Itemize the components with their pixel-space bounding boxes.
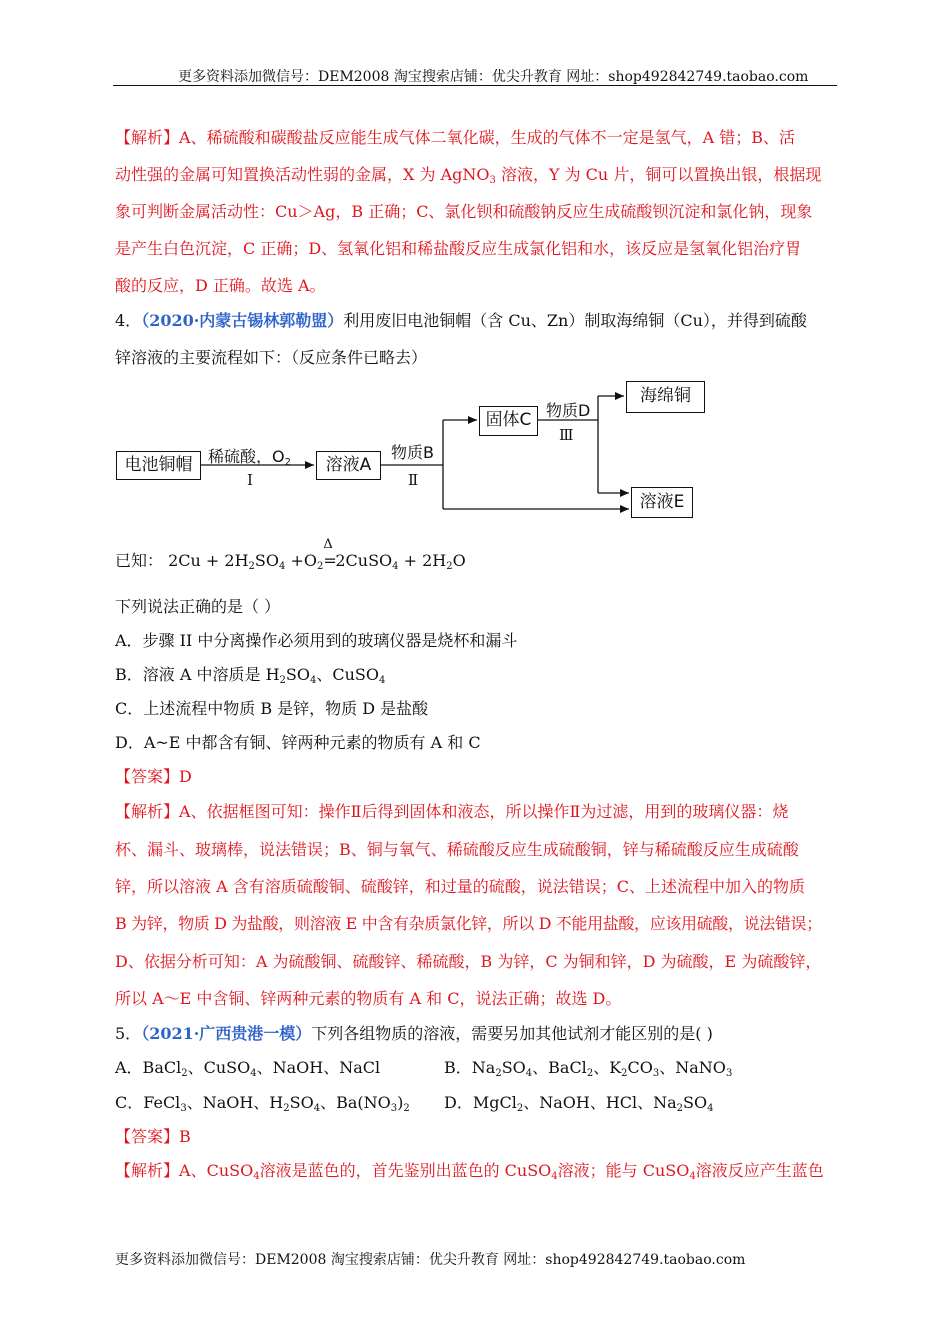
- page-header: 更多资料添加微信号：DEM2008 淘宝搜索店铺：优尖升教育 网址：shop492842749.taobao.com: [178, 69, 809, 85]
- q3-analysis-line-1: 【解析】A、稀硫酸和碳酸盐反应能生成气体二氧化碳，生成的气体不一定是氢气，A 错；B、活: [115, 128, 795, 147]
- q4-option-c: C．上述流程中物质 B 是锌，物质 D 是盐酸: [115, 699, 429, 718]
- q3-analysis-line-5: 酸的反应，D 正确。故选 A。: [115, 276, 326, 295]
- page-footer: 更多资料添加微信号：DEM2008 淘宝搜索店铺：优尖升教育 网址：shop492842749.taobao.com: [115, 1252, 746, 1268]
- q4-option-b: B．溶液 A 中溶质是 $H_2SO_4$、CuSO$_4$: [115, 665, 386, 686]
- q4-analysis-line-6: 所以 A～E 中含铜、锌两种元素的物质有 A 和 C，说法正确；故选 D。: [115, 989, 622, 1008]
- q4-known-equation: 已知： $2Cu + 2H_2SO_4 +O_2$ Δ =2CuSO$_4$ + $2H_2O$: [115, 550, 466, 572]
- q4-analysis-line-2: 杯、漏斗、玻璃棒，说法错误；B、铜与氧气、稀硫酸反应生成硫酸铜，锌与稀硫酸反应生成硫酸: [115, 840, 799, 859]
- flow-box-solution-a: 溶液A: [316, 451, 381, 480]
- flow-label-substance-b: 物质B: [391, 443, 434, 462]
- q4-stem-line-1: 4．（2020·内蒙古锡林郭勒盟）利用废旧电池铜帽（含 Cu、Zn）制取海绵铜（Cu），并得到硫酸: [115, 311, 807, 330]
- q3-analysis-line-2: 动性强的金属可知置换活动性弱的金属，X 为 AgNO$_3$ 溶液，Y 为 Cu 片，铜可以置换出银，根据现: [115, 165, 822, 186]
- q5-stem: 5．（2021·广西贵港一模）下列各组物质的溶液，需要另加其他试剂才能区别的是( ): [115, 1024, 713, 1043]
- heat-delta-symbol: Δ: [323, 537, 333, 552]
- q5-source: （2021·广西贵港一模）: [141, 1024, 312, 1043]
- flow-label-reagent-1: 稀硫酸，$O_2$: [208, 447, 291, 468]
- flow-step-1: Ⅰ: [247, 471, 253, 489]
- q5-option-c: C．FeCl$_3$、NaOH、$H_2SO_4$、$Ba(NO_3)_2$: [115, 1093, 410, 1114]
- q4-analysis-line-5: D、依据分析可知：A 为硫酸铜、硫酸锌、稀硫酸，B 为锌，C 为铜和锌，D 为硫酸，E 为硫酸锌，: [115, 952, 822, 971]
- q4-answer: 【答案】D: [115, 767, 192, 786]
- q4-option-d: D．A~E 中都含有铜、锌两种元素的物质有 A 和 C: [115, 733, 481, 752]
- flow-box-sponge-copper: 海绵铜: [626, 381, 705, 413]
- flow-box-solution-e: 溶液E: [631, 487, 693, 518]
- q3-analysis-line-3: 象可判断金属活动性：Cu＞Ag，B 正确；C、氯化钡和硫酸钠反应生成硫酸钡沉淀和氯化钠，现象: [115, 202, 813, 221]
- flow-box-battery-cap: 电池铜帽: [116, 451, 201, 480]
- q4-analysis-line-3: 锌，所以溶液 A 含有溶质硫酸铜、硫酸锌，和过量的硫酸，说法错误；C、上述流程中加入的物质: [115, 877, 805, 896]
- q3-analysis-line-4: 是产生白色沉淀，C 正确；D、氢氧化铝和稀盐酸反应生成氯化铝和水，该反应是氢氧化铝治疗胃: [115, 239, 802, 258]
- flow-label-substance-d: 物质D: [546, 401, 591, 420]
- q5-answer: 【答案】B: [115, 1127, 191, 1146]
- flow-step-3: Ⅲ: [559, 426, 574, 444]
- q4-stem-line-2: 锌溶液的主要流程如下：（反应条件已略去）: [115, 348, 428, 367]
- q5-option-a: A．BaCl$_2$、CuSO$_4$、NaOH、NaCl: [115, 1058, 381, 1079]
- q4-option-a: A．步骤 II 中分离操作必须用到的玻璃仪器是烧杯和漏斗: [115, 631, 518, 650]
- q5-option-b: B．$Na_2SO_4$、BaCl$_2$、$K_2CO_3$、NaNO$_3$: [444, 1058, 733, 1079]
- flow-step-2: Ⅱ: [408, 471, 419, 489]
- q4-analysis-line-4: B 为锌，物质 D 为盐酸，则溶液 E 中含有杂质氯化锌，所以 D 不能用盐酸，应该用硫酸，说法错误；: [115, 914, 822, 933]
- q4-source: （2020·内蒙古锡林郭勒盟）: [141, 311, 344, 330]
- q5-option-d: D．MgCl$_2$、NaOH、HCl、$Na_2SO_4$: [444, 1093, 714, 1114]
- flow-box-solid-c: 固体C: [479, 406, 538, 436]
- q4-question: 下列说法正确的是（ ）: [115, 597, 281, 616]
- q4-analysis-line-1: 【解析】A、依据框图可知：操作Ⅱ后得到固体和液态，所以操作Ⅱ为过滤，用到的玻璃仪器：烧: [115, 802, 789, 821]
- q5-analysis-line-1: 【解析】A、CuSO$_4$溶液是蓝色的，首先鉴别出蓝色的 CuSO$_4$溶液；能与 CuSO$_4$溶液反应产生蓝色: [115, 1161, 824, 1182]
